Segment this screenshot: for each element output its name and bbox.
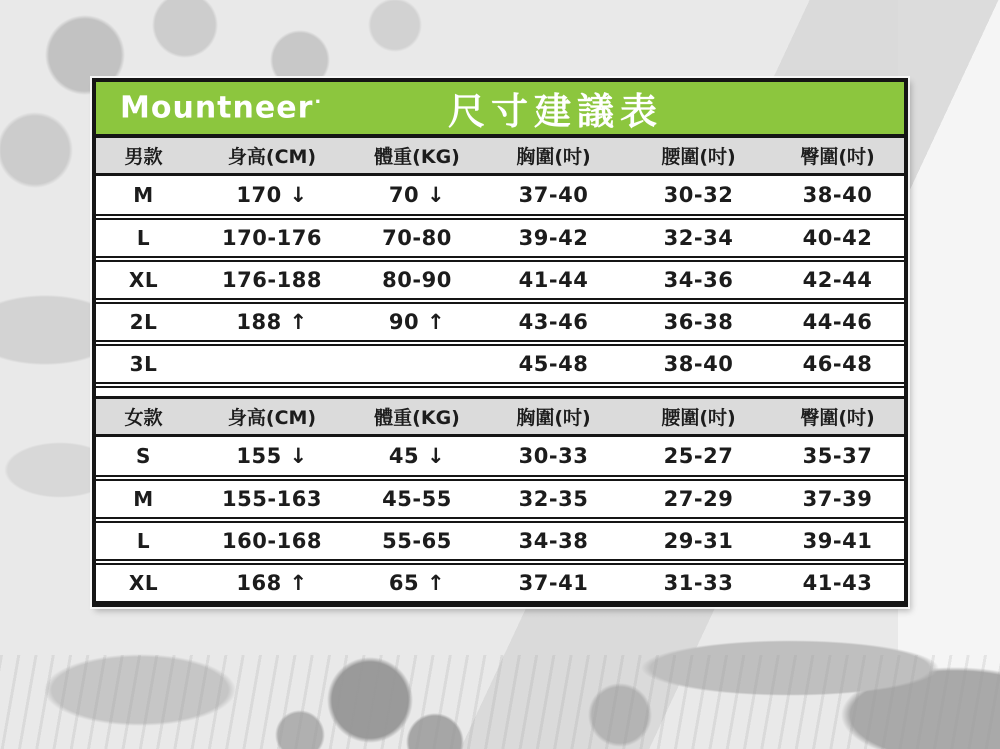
size-label-cell: 2L bbox=[129, 310, 158, 334]
measurement-cell: 34-38 bbox=[518, 529, 589, 553]
measurement-cell: 41-44 bbox=[518, 268, 589, 292]
column-header-3: 胸圍(吋) bbox=[516, 146, 591, 168]
mens-size-section bbox=[96, 138, 904, 384]
size-label-cell: S bbox=[136, 444, 151, 468]
measurement-cell: 188 ↑ bbox=[236, 310, 308, 334]
measurement-cell: 45-48 bbox=[518, 352, 589, 376]
measurement-cell: 80-90 bbox=[382, 268, 452, 292]
measurement-cell: 155-163 bbox=[222, 487, 322, 511]
size-label-cell: M bbox=[133, 183, 154, 207]
measurement-cell: 176-188 bbox=[222, 268, 322, 292]
womens-size-section bbox=[96, 399, 904, 603]
measurement-cell: 45 ↓ bbox=[388, 444, 446, 468]
measurement-cell: 90 ↑ bbox=[388, 310, 446, 334]
measurement-cell: 65 ↑ bbox=[388, 571, 446, 595]
measurement-cell: 35-37 bbox=[802, 444, 873, 468]
measurement-cell: 44-46 bbox=[802, 310, 873, 334]
table-header-bar bbox=[96, 82, 904, 138]
column-header-0: 男款 bbox=[124, 146, 163, 168]
measurement-cell: 32-34 bbox=[663, 226, 734, 250]
measurement-cell: 170 ↓ bbox=[236, 183, 308, 207]
measurement-cell: 160-168 bbox=[222, 529, 322, 553]
column-header-5: 臀圍(吋) bbox=[800, 146, 875, 168]
brand-logo bbox=[120, 91, 322, 126]
column-header-1: 身高(CM) bbox=[227, 146, 317, 168]
column-header-0: 女款 bbox=[124, 407, 163, 429]
measurement-cell: 25-27 bbox=[663, 444, 734, 468]
measurement-cell: 39-42 bbox=[518, 226, 589, 250]
column-header-1: 身高(CM) bbox=[227, 407, 317, 429]
measurement-cell: 34-36 bbox=[663, 268, 734, 292]
measurement-cell: 41-43 bbox=[802, 571, 873, 595]
size-label-cell: XL bbox=[128, 571, 159, 595]
size-label-cell: XL bbox=[128, 268, 159, 292]
size-row-XL bbox=[96, 563, 904, 603]
section-divider bbox=[96, 386, 904, 399]
measurement-cell: 30-33 bbox=[518, 444, 589, 468]
column-header-4: 腰圍(吋) bbox=[661, 146, 736, 168]
size-label-cell: L bbox=[136, 226, 151, 250]
measurement-cell: 40-42 bbox=[802, 226, 873, 250]
table-title: 尺寸建議表 bbox=[448, 90, 663, 133]
measurement-cell: 29-31 bbox=[663, 529, 734, 553]
measurement-cell: 30-32 bbox=[663, 183, 734, 207]
size-label-cell: L bbox=[136, 529, 151, 553]
column-header-row bbox=[96, 138, 904, 176]
measurement-cell: 46-48 bbox=[802, 352, 873, 376]
measurement-cell: 55-65 bbox=[382, 529, 452, 553]
size-row-XL bbox=[96, 260, 904, 300]
column-header-5: 臀圍(吋) bbox=[800, 407, 875, 429]
size-row-L bbox=[96, 218, 904, 258]
column-header-3: 胸圍(吋) bbox=[516, 407, 591, 429]
measurement-cell: 38-40 bbox=[663, 352, 734, 376]
size-row-2L bbox=[96, 302, 904, 342]
column-header-row bbox=[96, 399, 904, 437]
size-row-L bbox=[96, 521, 904, 561]
measurement-cell: 43-46 bbox=[518, 310, 589, 334]
measurement-cell: 42-44 bbox=[802, 268, 873, 292]
measurement-cell: 168 ↑ bbox=[236, 571, 308, 595]
measurement-cell: 36-38 bbox=[663, 310, 734, 334]
size-row-M bbox=[96, 176, 904, 216]
column-header-2: 體重(KG) bbox=[374, 146, 460, 168]
brand-logo-text: Mountneer bbox=[120, 90, 314, 126]
measurement-cell: 155 ↓ bbox=[236, 444, 308, 468]
measurement-cell: 39-41 bbox=[802, 529, 873, 553]
size-label-cell: M bbox=[133, 487, 154, 511]
column-header-4: 腰圍(吋) bbox=[661, 407, 736, 429]
measurement-cell: 31-33 bbox=[663, 571, 734, 595]
measurement-cell: 70 ↓ bbox=[388, 183, 446, 207]
measurement-cell: 70-80 bbox=[382, 226, 452, 250]
size-row-3L bbox=[96, 344, 904, 384]
measurement-cell: 32-35 bbox=[518, 487, 589, 511]
size-row-M bbox=[96, 479, 904, 519]
measurement-cell: 37-40 bbox=[518, 183, 589, 207]
size-label-cell: 3L bbox=[129, 352, 158, 376]
brand-logo-mark: · bbox=[314, 91, 323, 113]
measurement-cell: 45-55 bbox=[382, 487, 452, 511]
measurement-cell: 37-41 bbox=[518, 571, 589, 595]
size-chart-table bbox=[92, 78, 908, 607]
measurement-cell: 37-39 bbox=[802, 487, 873, 511]
measurement-cell: 170-176 bbox=[222, 226, 322, 250]
size-row-S bbox=[96, 437, 904, 477]
column-header-2: 體重(KG) bbox=[374, 407, 460, 429]
measurement-cell: 38-40 bbox=[802, 183, 873, 207]
measurement-cell: 27-29 bbox=[663, 487, 734, 511]
